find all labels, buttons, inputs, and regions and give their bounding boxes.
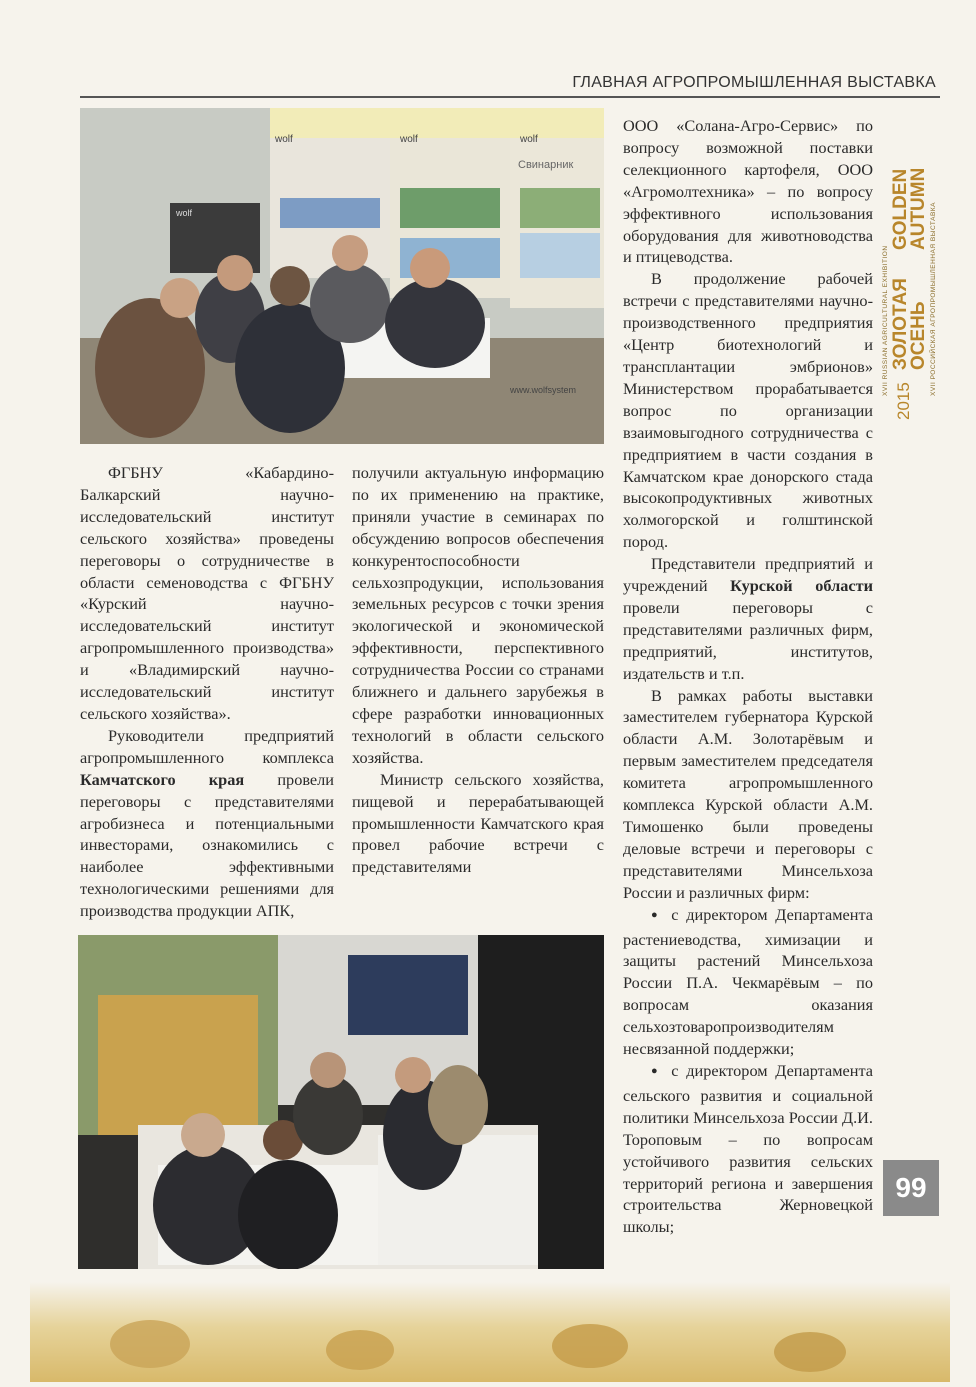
paragraph-companies: ООО «Солана-Агро-Сервис» по вопросу возможной поставки селекционного картофеля, ООО «Агромолтехника» – по вопросу эффективного использования оборудования для животноводства и птицеводства. — [623, 116, 873, 267]
header-title: ГЛАВНАЯ АГРОПРОМЫШЛЕННАЯ ВЫСТАВКА — [572, 74, 936, 91]
meeting-photo-bottom — [78, 935, 604, 1269]
logo-year: 2015 — [894, 382, 913, 420]
logo-osen: ОСЕНЬ — [908, 301, 929, 370]
paragraph-kamchatka-leaders — [80, 725, 334, 922]
exhibition-logo-sidebar — [880, 100, 940, 420]
meeting-photo-top — [80, 108, 604, 444]
paragraph-kursk-reps — [623, 553, 873, 684]
text-run: Представители предприятий и учреждений — [623, 554, 873, 596]
stand-sign-1: wolf — [275, 134, 293, 145]
paragraph-kbr-institute: ФГБНУ «Кабардино-Балкарский научно-исследовательский институт сельского хозяйства» проведены переговоры о сотрудничестве в области семеноводства с ФГБНУ «Курский научно-исследовательский институт агропромышленного производства» и «Владимирский научно-исследовательский институт сельского хозяйства». — [80, 463, 334, 723]
text-run: провели переговоры с представителями агробизнеса и потенциальными инвесторами, ознакомились с наиболее эффективными технологическими решениями для производства продукции АПК, — [80, 769, 334, 921]
meeting-scene-illustration — [80, 108, 604, 444]
text-column-2 — [352, 462, 604, 878]
logo-golden: GOLDEN — [890, 168, 911, 250]
bold-region-kursk: Курской области — [730, 576, 873, 596]
bullet-toropov: ● с директором Департамента сельского развития и социальной политики Минсельхоза России Д.И. Тороповым – по вопросам устойчивого развития сельских территорий региона и завершения строительства Жерновецкой школы; — [623, 1060, 873, 1238]
logo-zolotaya: ЗОЛОТАЯ — [890, 278, 911, 370]
page-number: 99 — [883, 1160, 939, 1216]
paragraph-biotech-center: В продолжение рабочей встречи с представителями научно-производственного предприятия «Центр биотехнологий и трансплантации эмбрионов» Министерством прорабатывается вопрос по организации взаимовыгодного сотрудничества с предприятием в части создания в Камчатском крае донорского стада высокопродуктивных животных холмогорской и голштинской пород. — [623, 269, 873, 552]
stand-sign-3: wolf — [520, 134, 538, 145]
running-header — [80, 70, 940, 98]
logo-top-line: XVII RUSSIAN AGRICULTURAL EXHIBITION — [882, 245, 889, 396]
logo-autumn: AUTUMN — [908, 167, 929, 250]
text-run: Руководители предприятий агропромышленного комплекса — [80, 725, 334, 767]
hay-bales-illustration — [30, 1282, 950, 1382]
paragraph-minister: Министр сельского хозяйства, пищевой и перерабатывающей промышленности Камчатского края провел рабочие встречи с представителями — [352, 769, 604, 877]
bold-region-kamchatka: Камчатского края — [80, 769, 245, 789]
stand-sign-4: wolf — [176, 208, 193, 218]
text-column-1 — [80, 462, 334, 922]
text-run: провели переговоры с представителями различных фирм, предприятий, институтов, издательств и т.п. — [623, 597, 873, 683]
logo-bottom-line: XVII РОССИЙСКАЯ АГРОПРОМЫШЛЕННАЯ ВЫСТАВКА — [930, 202, 937, 396]
exhibition-logo-text — [880, 100, 940, 420]
text-column-3 — [623, 115, 873, 1238]
stand-banner: Свинарник — [518, 159, 574, 171]
sofa-scene-illustration — [78, 935, 604, 1269]
paragraph-continuation: получили актуальную информацию по их применению на практике, приняли участие в семинарах по обсуждению вопросов обеспечения конкурентоспособности сельхозпродукции, использования земельных ресурсов с точки зрения экологической и экономической эффективности, перспективного сотрудничества России со странами ближнего и дальнего зарубежья в сфере разработки инновационных технологий в области сельского хозяйства. — [352, 463, 604, 767]
stand-sign-2: wolf — [400, 134, 418, 145]
bullet-chekmarev: ● с директором Департамента растениеводства, химизации и защиты растений Минсельхоза России П.А. Чекмарёвым – по вопросам оказания сельхозтоваропроизводителям несвязанной поддержки; — [623, 904, 873, 1060]
stand-web: www.wolfsystem — [510, 385, 577, 395]
hay-field-decoration — [30, 1282, 950, 1382]
paragraph-kursk-meetings: В рамках работы выставки заместителем губернатора Курской области А.М. Золотарёвым и первым заместителем председателя комитета агропромышленного комплекса Курской области А.М. Тимошенко были проведены деловые встречи и переговоры с представителями Минсельхоза России и различных фирм: — [623, 685, 873, 902]
